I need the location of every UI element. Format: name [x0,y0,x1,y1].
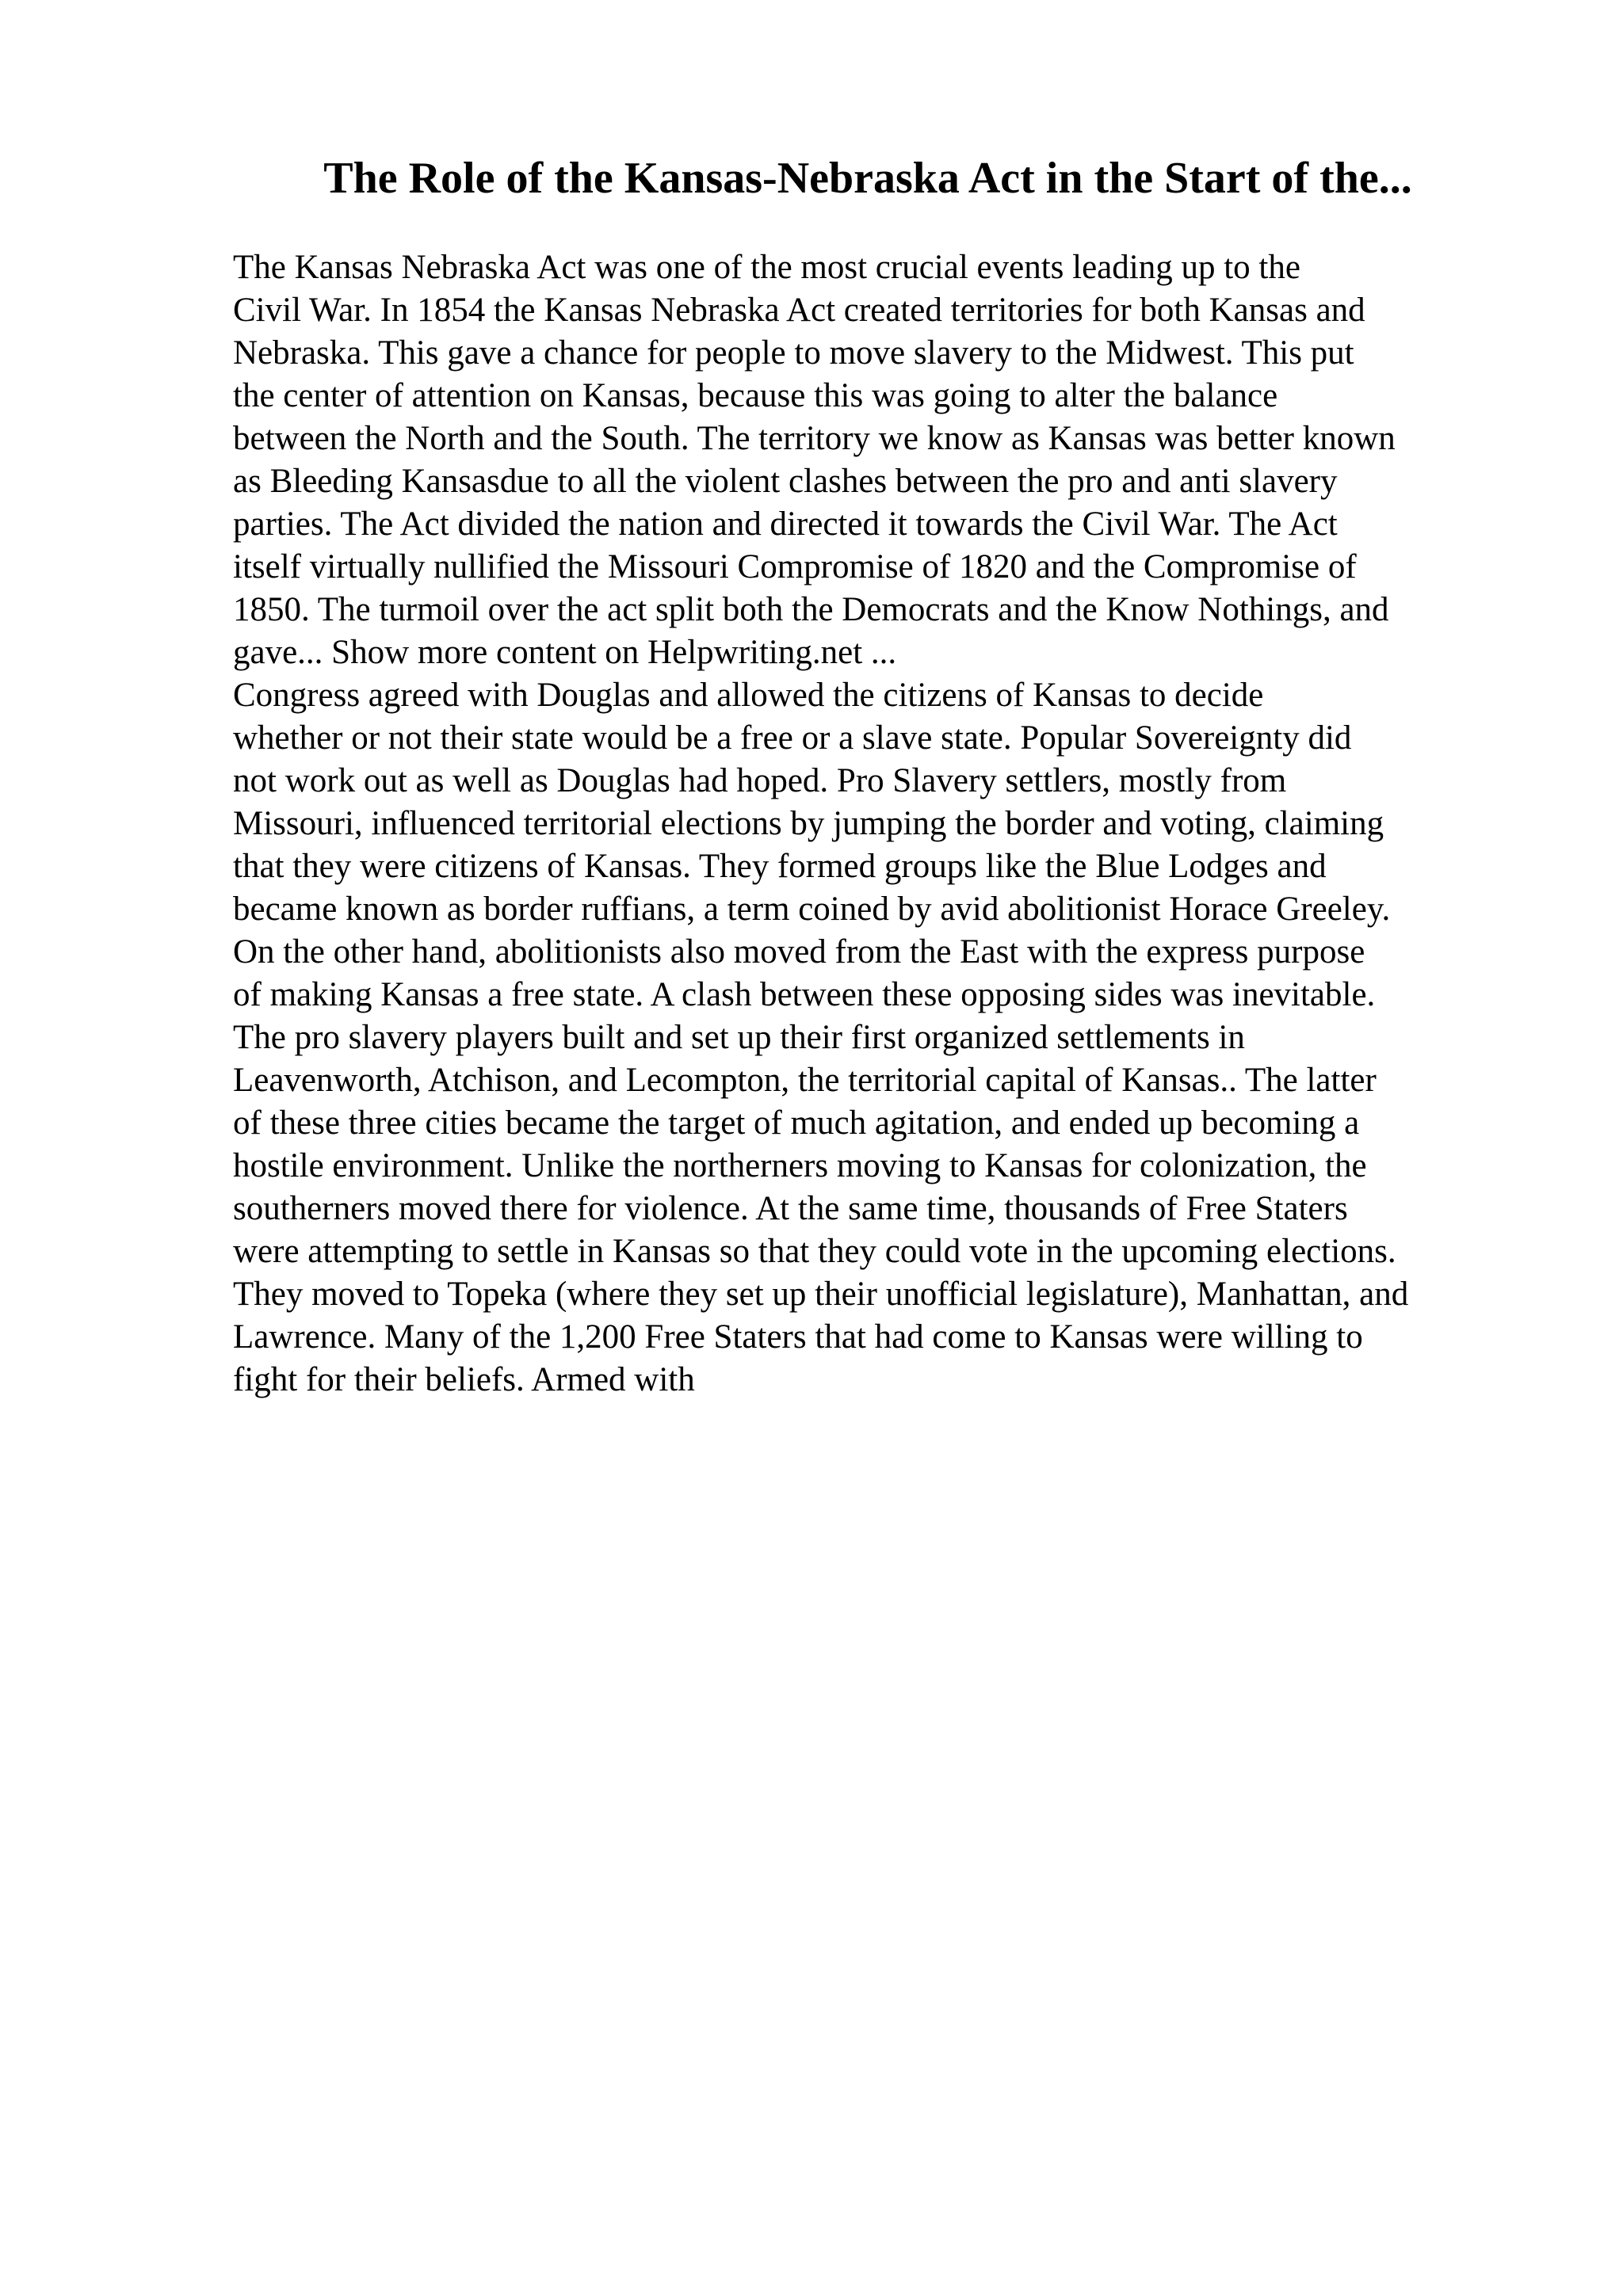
text-line: not work out as well as Douglas had hoped. Pro Slavery settlers, mostly from [233,762,1287,799]
text-line: became known as border ruffians, a term coined by avid abolitionist Horace Greeley. [233,891,1391,928]
text-line: as Bleeding Kansasdue to all the violent clashes between the pro and anti slavery [233,463,1338,500]
paragraph [233,674,1596,1402]
text-line: of these three cities became the target of much agitation, and ended up becoming a [233,1104,1360,1142]
text-line: 1850. The turmoil over the act split both the Democrats and the Know Nothings, and [233,591,1389,628]
document-body [233,246,1596,1402]
text-line: The Kansas Nebraska Act was one of the most crucial events leading up to the [233,249,1300,286]
text-line: Civil War. In 1854 the Kansas Nebraska Act created territories for both Kansas and [233,292,1365,329]
paragraph [233,246,1596,674]
text-line: Congress agreed with Douglas and allowed the citizens of Kansas to decide [233,677,1264,714]
text-line: gave... Show more content on Helpwriting.net ... [233,634,897,671]
text-line: The pro slavery players built and set up their first organized settlements in [233,1019,1245,1056]
text-line: hostile environment. Unlike the northerners moving to Kansas for colonization, the [233,1147,1367,1184]
text-line: southerners moved there for violence. At the same time, thousands of Free Staters [233,1190,1348,1227]
text-line: fight for their beliefs. Armed with [233,1361,695,1398]
text-line: parties. The Act divided the nation and directed it towards the Civil War. The Act [233,505,1338,543]
text-line: were attempting to settle in Kansas so that they could vote in the upcoming elections. [233,1233,1396,1270]
text-line: between the North and the South. The territory we know as Kansas was better known [233,420,1396,457]
text-line: whether or not their state would be a free or a slave state. Popular Sovereignty did [233,719,1352,757]
text-line: Missouri, influenced territorial elections by jumping the border and voting, claiming [233,805,1384,842]
text-line: that they were citizens of Kansas. They formed groups like the Blue Lodges and [233,848,1327,885]
text-line: Leavenworth, Atchison, and Lecompton, the territorial capital of Kansas.. The latter [233,1062,1377,1099]
document-title: The Role of the Kansas-Nebraska Act in the Start of the... [323,154,1412,203]
text-line: Nebraska. This gave a chance for people to move slavery to the Midwest. This put [233,334,1354,372]
text-line: itself virtually nullified the Missouri Compromise of 1820 and the Compromise of [233,548,1357,585]
text-line: of making Kansas a free state. A clash between these opposing sides was inevitable. [233,976,1376,1013]
text-line: They moved to Topeka (where they set up their unofficial legislature), Manhattan, and [233,1276,1409,1313]
text-line: Lawrence. Many of the 1,200 Free Staters that had come to Kansas were willing to [233,1318,1363,1356]
text-line: the center of attention on Kansas, because this was going to alter the balance [233,377,1278,414]
text-line: On the other hand, abolitionists also moved from the East with the express purpose [233,933,1365,971]
